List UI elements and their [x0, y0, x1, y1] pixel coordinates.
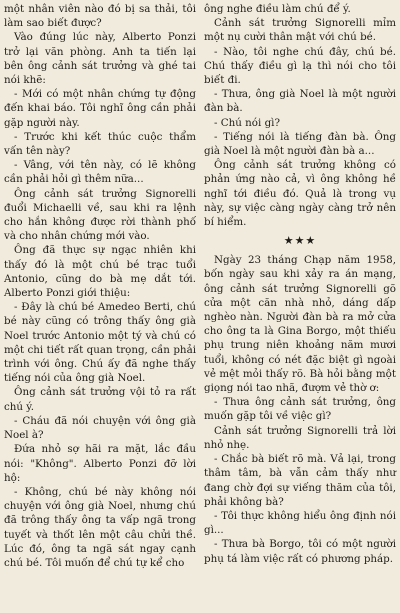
section-separator: ★★★: [283, 234, 317, 248]
paragraph: Cảnh sát trưởng Signorelli mỉm một nụ cười thân mật với chú bé.: [204, 17, 396, 44]
paragraph: - Trước khi kết thúc cuộc thẩm vấn tên này?: [4, 130, 196, 158]
paragraph: Ông cảnh sát trưởng Signorelli đuổi Michaelli về, sau khi ra lệnh cho hắn không được rời thành phố và cho nhân chứng mới vào.: [4, 187, 196, 243]
left-column: [4, 2, 196, 613]
paragraph: - Thưa ông cảnh sát trưởng, ông muốn gặp tôi về việc gì?: [204, 396, 396, 423]
paragraph: - Nào, tôi nghe chú đây, chú bé. Chú thấy điều gì lạ thì nói cho tôi biết đi.: [204, 45, 396, 87]
paragraph: Ngày 23 tháng Chạp năm 1958, bốn ngày sau khi xảy ra án mạng, ông cảnh sát trưởng Signorelli gõ cửa một căn nhà nhỏ, dáng dấp nghèo nàn. Người đàn bà ra mở cửa cho ông ta là Gina Borgo, một thiếu phụ trung niên khoảng năm mươi tuổi, không có nét đặc biệt gì ngoài vẻ mệt mỏi thấy rõ. Bà hỏi bằng một giọng nói tao nhã, đượm vẻ thờ ơ:: [204, 254, 396, 395]
paragraph: - Chú nói gì?: [214, 116, 280, 129]
paragraph: - Tiếng nói là tiếng đàn bà. Ông già Noel là một người đàn bà a...: [204, 130, 396, 158]
paragraph: - Thưa bà Borgo, tôi có một người phụ tá làm việc rất có phương pháp.: [204, 538, 396, 565]
paragraph: Vào đúng lúc này, Alberto Ponzi trở lại văn phòng. Anh ta tiến lại bên ông cảnh sát trưởng và ghé tai nói khẽ:: [4, 31, 196, 87]
paragraph: - Thưa, ông già Noel là một người đàn bà.: [204, 88, 396, 115]
right-column: [204, 2, 396, 613]
paragraph: - Tôi thực không hiểu ông định nói gì...: [204, 509, 396, 537]
paragraph: Ông đã thực sự ngạc nhiên khi thấy đó là một chú bé trạc tuổi Antonio, cũng do bà mẹ dắt tới. Alberto Ponzi giới thiệu:: [4, 244, 196, 300]
paragraph: - Mới có một nhân chứng tự động đến khai báo. Tôi nghĩ ông cần phải gặp người này.: [4, 88, 196, 129]
paragraph: Ông cảnh sát trưởng không có phản ứng nào cả, vì ông không hề nghĩ tới điều đó. Quả là trong vụ này, sự việc càng ngày càng trở nên bí hiểm.: [204, 159, 396, 229]
paragraph: Đứa nhỏ sợ hãi ra mặt, lắc đầu nói: "Không". Alberto Ponzi đỡ lời hộ:: [4, 443, 196, 484]
paragraph: - Chắc bà biết rõ mà. Vả lại, trong thâm tâm, bà vẫn cảm thấy như đang chờ đợi sự viếng thăm của tôi, phải không bà?: [204, 453, 396, 508]
paragraph: ông nghe điều làm chú để ý.: [204, 3, 351, 15]
paragraph: - Cháu đã nói chuyện với ông già Noel à?: [4, 414, 196, 442]
paragraph: một nhân viên nào đó bị sa thải, tôi làm sao biết được?: [4, 3, 196, 30]
paragraph: - Không, chú bé này không nói chuyện với ông già Noel, nhưng chú đã trông thấy ông ta vấp ngã trong tuyết và thốt lên một câu chửi thề. Lúc đó, ông ta ngã sát ngay cạnh chú bé. Tôi muốn để chú tự kể cho: [4, 485, 196, 569]
paragraph: Ông cảnh sát trưởng vội tỏ ra rất chú ý.: [4, 386, 196, 413]
paragraph: - Đây là chú bé Amedeo Berti, chú bé này cũng có trông thấy ông già Noel trước Antonio một tý và chú có một chi tiết rất quan trọng, cần phải trình với ông. Chú ấy đã nghe thấy tiếng nói của ông già Noel.: [4, 301, 196, 385]
paragraph: Cảnh sát trưởng Signorelli trả lời nhỏ nhẹ.: [204, 424, 396, 451]
paragraph: - Vâng, với tên này, có lẽ không cần phải hỏi gì thêm nữa...: [4, 159, 196, 186]
